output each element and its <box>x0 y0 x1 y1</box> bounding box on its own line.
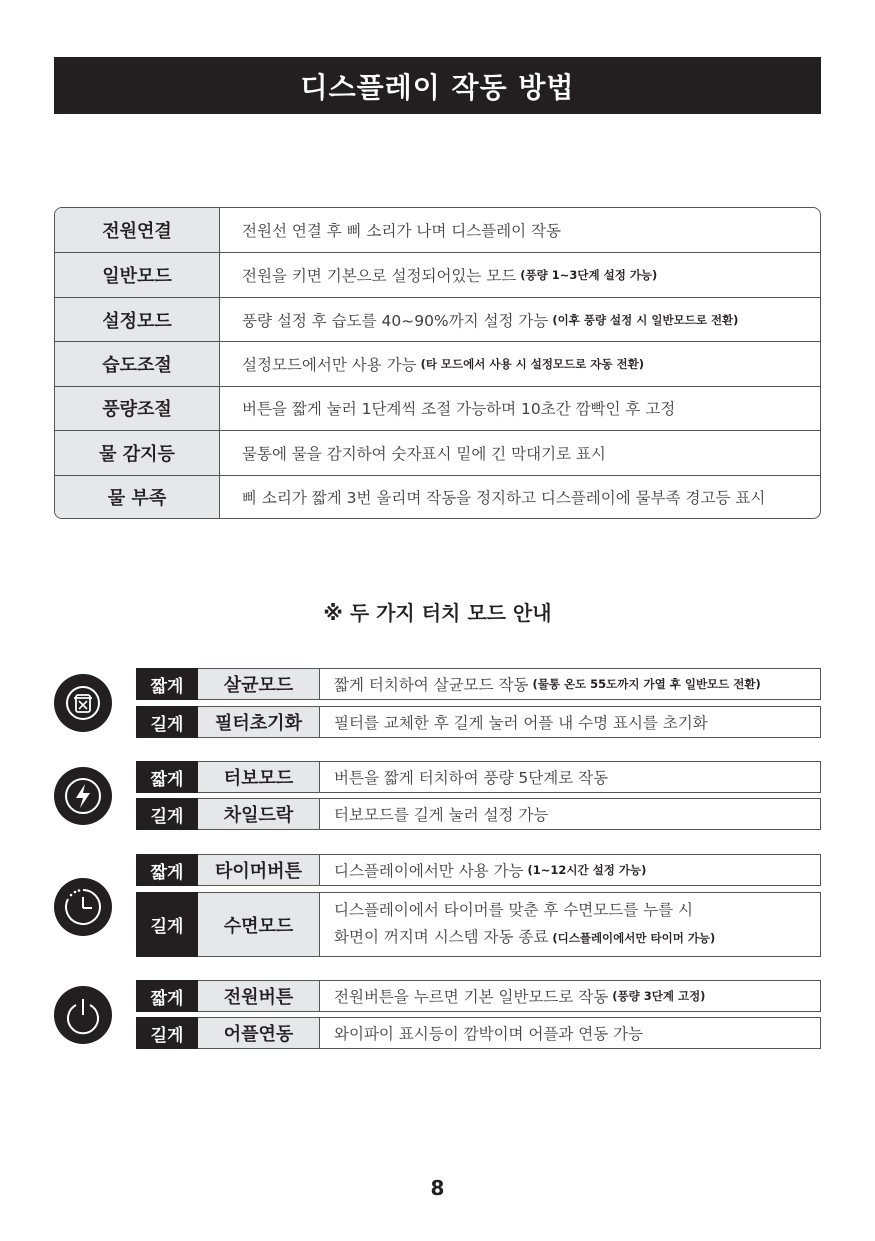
function-desc <box>320 980 821 1012</box>
table-row <box>55 341 820 385</box>
row-key: 설정모드 <box>55 298 220 341</box>
press-long-label: 길게 <box>136 1017 198 1049</box>
function-desc-text: 화면이 꺼지며 시스템 자동 종료 <box>334 928 549 946</box>
press-long-label: 길게 <box>136 798 198 830</box>
function-desc-text: 전원버튼을 누르면 기본 일반모드로 작동 <box>334 988 609 1006</box>
press-long-label: 길게 <box>136 892 198 957</box>
row-note: (타 모드에서 사용 시 설정모드로 자동 전환) <box>420 356 644 371</box>
mode-row-short <box>136 980 821 1012</box>
row-desc-text: 물통에 물을 감지하여 숫자표시 밑에 긴 막대기로 표시 <box>242 444 606 463</box>
mode-row-short <box>136 761 821 793</box>
function-note: (풍량 3단계 고정) <box>612 989 706 1003</box>
function-name: 필터초기화 <box>198 706 320 738</box>
row-desc-text: 버튼을 짧게 눌러 1단계씩 조절 가능하며 10초간 깜빡인 후 고정 <box>242 400 676 419</box>
page-title: 디스플레이 작동 방법 <box>54 57 821 114</box>
function-name: 차일드락 <box>198 798 320 830</box>
function-desc-text: 짧게 터치하여 살균모드 작동 <box>334 676 529 694</box>
press-short-label: 짧게 <box>136 854 198 886</box>
mode-row-short <box>136 668 821 700</box>
lightning-icon <box>54 767 112 825</box>
row-note: (풍량 1~3단계 설정 가능) <box>520 268 658 283</box>
row-key: 물 감지등 <box>55 431 220 474</box>
function-name: 수면모드 <box>198 892 320 957</box>
row-note: (이후 풍량 설정 시 일반모드로 전환) <box>552 312 739 327</box>
sterilize-icon <box>54 674 112 732</box>
function-desc <box>320 798 821 830</box>
function-desc <box>320 1017 821 1049</box>
press-short-label: 짧게 <box>136 980 198 1012</box>
row-desc-text: 전원선 연결 후 삐 소리가 나며 디스플레이 작동 <box>242 222 561 241</box>
function-name: 타이머버튼 <box>198 854 320 886</box>
function-name: 어플연동 <box>198 1017 320 1049</box>
function-note: (디스플레이에서만 타이머 가능) <box>552 931 716 945</box>
press-short-label: 짧게 <box>136 668 198 700</box>
row-desc-text: 전원을 키면 기본으로 설정되어있는 모드 <box>242 267 517 286</box>
row-key: 풍량조절 <box>55 387 220 430</box>
function-desc <box>320 761 821 793</box>
row-desc <box>220 476 820 519</box>
function-note: (물통 온도 55도까지 가열 후 일반모드 전환) <box>532 677 761 691</box>
function-desc <box>320 668 821 700</box>
row-desc <box>220 342 820 385</box>
mode-row-long <box>136 798 821 830</box>
function-desc-line1: 디스플레이에서 타이머를 맞춘 후 수면모드를 누를 시 <box>334 901 693 919</box>
row-desc-text: 설정모드에서만 사용 가능 <box>242 355 417 374</box>
press-long-label: 길게 <box>136 706 198 738</box>
row-desc <box>220 253 820 296</box>
table-row <box>55 208 820 252</box>
row-key: 일반모드 <box>55 253 220 296</box>
function-desc <box>320 854 821 886</box>
timer-icon <box>54 878 112 936</box>
table-row <box>55 386 820 430</box>
function-name: 터보모드 <box>198 761 320 793</box>
row-desc <box>220 387 820 430</box>
table-row <box>55 430 820 474</box>
mode-row-long <box>136 892 821 957</box>
function-desc <box>320 706 821 738</box>
power-icon <box>54 986 112 1044</box>
mode-row-long <box>136 706 821 738</box>
function-name: 살균모드 <box>198 668 320 700</box>
table-row <box>55 475 820 519</box>
function-name: 전원버튼 <box>198 980 320 1012</box>
row-desc <box>220 208 820 252</box>
page-number: 8 <box>430 1176 445 1200</box>
function-desc-text: 필터를 교체한 후 길게 눌러 어플 내 수명 표시를 초기화 <box>334 714 708 732</box>
function-desc-text: 버튼을 짧게 터치하여 풍량 5단계로 작동 <box>334 769 609 787</box>
row-desc <box>220 431 820 474</box>
row-key: 물 부족 <box>55 476 220 519</box>
row-desc <box>220 298 820 341</box>
function-note: (1~12시간 설정 가능) <box>527 863 647 877</box>
row-key: 전원연결 <box>55 208 220 252</box>
function-desc-text: 와이파이 표시등이 깜박이며 어플과 연동 가능 <box>334 1025 644 1043</box>
display-spec-table <box>54 207 821 519</box>
row-key: 습도조절 <box>55 342 220 385</box>
mode-row-long <box>136 1017 821 1049</box>
function-desc-text: 터보모드를 길게 눌러 설정 가능 <box>334 806 549 824</box>
row-desc-text: 삐 소리가 짧게 3번 울리며 작동을 정지하고 디스플레이에 물부족 경고등 표시 <box>242 489 766 508</box>
table-row <box>55 252 820 296</box>
mode-row-short <box>136 854 821 886</box>
press-short-label: 짧게 <box>136 761 198 793</box>
row-desc-text: 풍량 설정 후 습도를 40~90%까지 설정 가능 <box>242 311 549 330</box>
table-row <box>55 297 820 341</box>
function-desc-line2 <box>334 924 715 952</box>
function-desc-text: 디스플레이에서만 사용 가능 <box>334 862 524 880</box>
touch-mode-title: ※ 두 가지 터치 모드 안내 <box>323 601 552 625</box>
function-desc <box>320 892 821 957</box>
